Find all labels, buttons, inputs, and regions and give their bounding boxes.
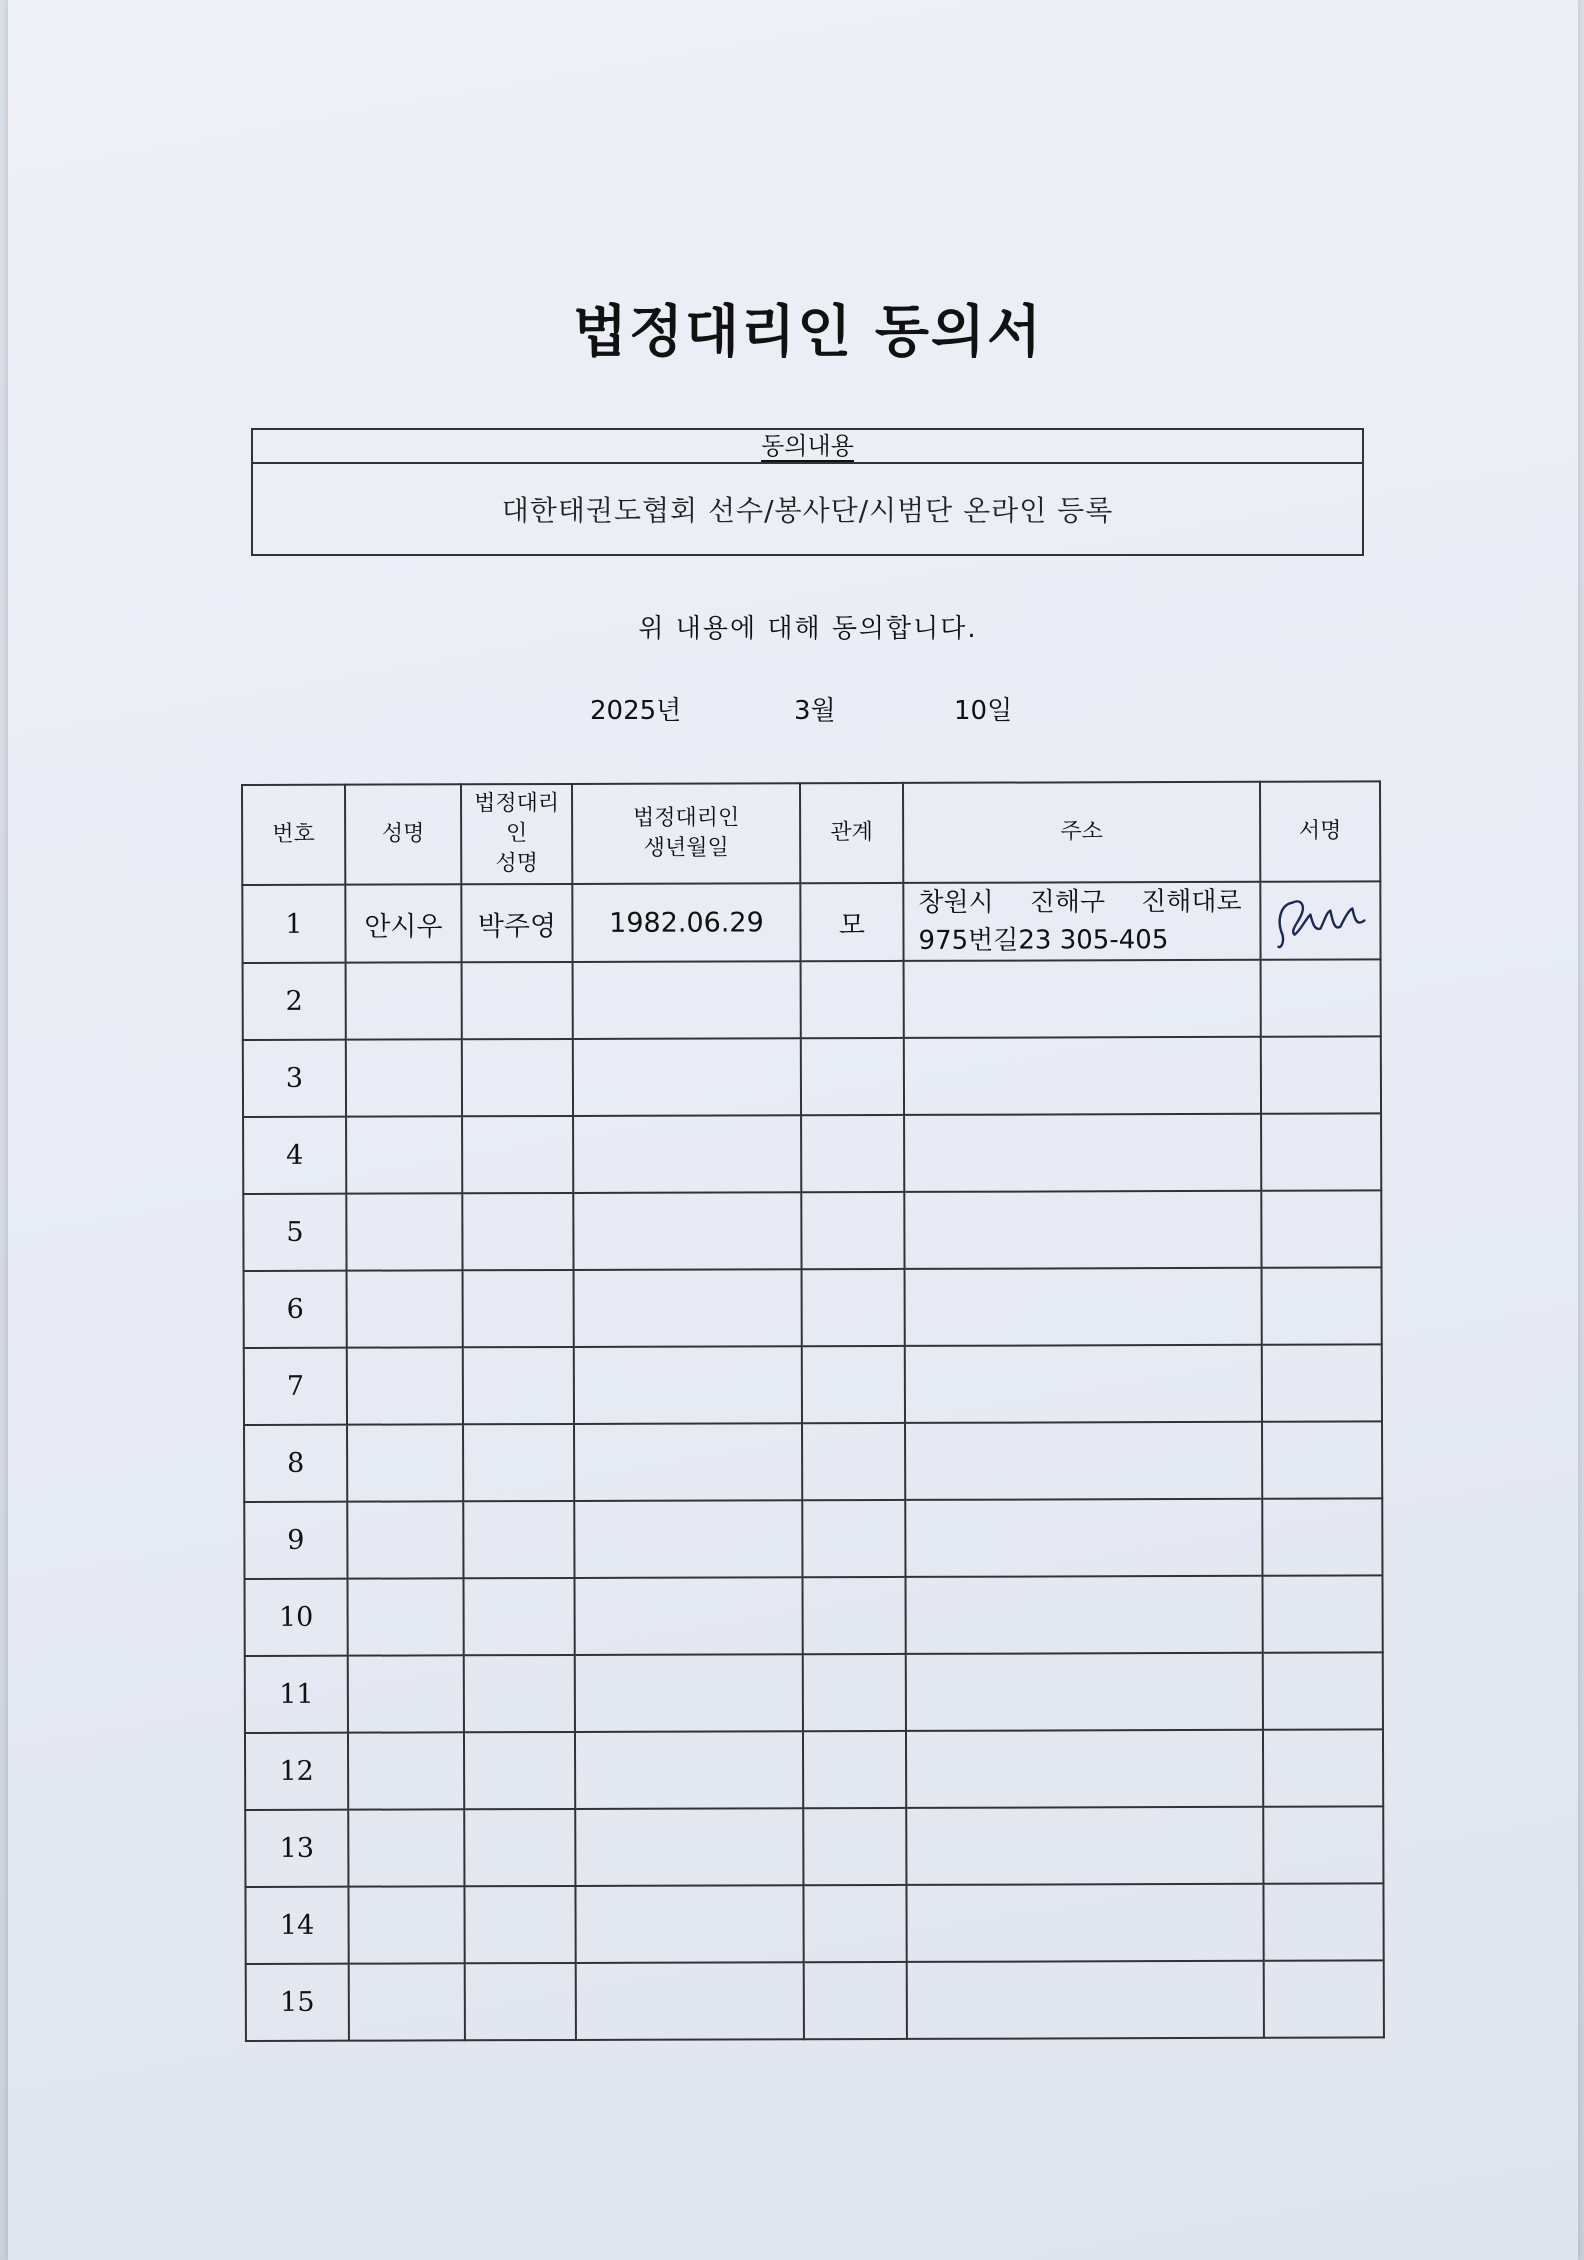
date-month: 3월 <box>794 696 836 726</box>
cell-relation <box>802 1423 905 1500</box>
cell-name <box>347 1347 463 1424</box>
address-road: 진해대로 <box>1141 886 1242 918</box>
cell-guardian-birth <box>574 1346 802 1424</box>
table-row <box>244 1421 1382 1502</box>
cell-address <box>906 1884 1263 1962</box>
cell-number: 8 <box>244 1425 347 1502</box>
cell-address <box>906 1730 1263 1808</box>
cell-guardian-name <box>464 1809 575 1886</box>
cell-guardian-name <box>462 1039 573 1116</box>
table-row <box>242 881 1380 963</box>
table-row <box>244 1267 1382 1348</box>
table-row <box>243 1113 1381 1194</box>
cell-guardian-birth <box>573 1115 801 1193</box>
cell-guardian-birth: 1982.06.29 <box>572 883 800 962</box>
cell-address <box>905 1268 1262 1346</box>
cell-name <box>347 1501 463 1578</box>
cell-signature <box>1262 1421 1382 1498</box>
cell-relation <box>801 1115 904 1192</box>
cell-relation <box>803 1654 906 1731</box>
header-guardian-name <box>461 784 572 884</box>
cell-signature <box>1263 1652 1383 1729</box>
table-row <box>245 1729 1383 1810</box>
cell-guardian-name <box>462 1116 573 1193</box>
cell-relation <box>801 1192 904 1269</box>
cell-guardian-name <box>463 1270 574 1347</box>
cell-name <box>346 962 462 1039</box>
cell-number: 6 <box>244 1271 347 1348</box>
document-paper <box>8 0 1578 2260</box>
cell-number: 12 <box>245 1733 348 1810</box>
header-guardian-name-line1: 법정대리 <box>474 791 560 817</box>
cell-relation <box>803 1731 906 1808</box>
table-row <box>243 1190 1381 1271</box>
cell-signature <box>1261 1036 1381 1113</box>
cell-name <box>347 1270 463 1347</box>
cell-address <box>905 1345 1262 1423</box>
cell-number: 4 <box>243 1117 346 1194</box>
cell-number: 5 <box>243 1194 346 1271</box>
cell-guardian-name <box>464 1886 575 1963</box>
cell-address <box>906 1807 1263 1885</box>
cell-relation <box>802 1500 905 1577</box>
table-row <box>245 1883 1383 1964</box>
cell-guardian-birth <box>573 1192 801 1270</box>
cell-guardian-birth <box>574 1269 802 1347</box>
address-city: 창원시 <box>918 887 994 918</box>
cell-guardian-name <box>463 1347 574 1424</box>
header-name: 성명 <box>345 784 461 884</box>
cell-relation <box>804 1962 907 2039</box>
cell-number: 7 <box>244 1348 347 1425</box>
address-line1 <box>918 883 1259 922</box>
cell-address <box>904 960 1261 1038</box>
cell-relation <box>803 1808 906 1885</box>
cell-guardian-birth <box>575 1654 803 1732</box>
cell-address <box>905 1499 1262 1577</box>
cell-guardian-name <box>462 1193 573 1270</box>
table-row <box>243 1036 1381 1117</box>
cell-number: 13 <box>245 1810 348 1887</box>
cell-signature <box>1263 1806 1383 1883</box>
cell-guardian-birth <box>575 1731 803 1809</box>
cell-signature <box>1262 1267 1382 1344</box>
cell-signature <box>1261 1190 1381 1267</box>
cell-guardian-birth <box>574 1500 802 1578</box>
header-signature: 서명 <box>1260 781 1380 881</box>
cell-name: 안시우 <box>345 884 461 962</box>
header-guardian-birth <box>572 783 800 884</box>
header-guardian-name-line3: 성명 <box>495 851 539 877</box>
consent-table <box>241 780 1385 2042</box>
address-line2: 975번길23 305-405 <box>918 925 1169 956</box>
cell-guardian-birth <box>576 1962 804 2040</box>
header-relation: 관계 <box>800 783 903 883</box>
table-header-row <box>242 781 1380 885</box>
consent-box <box>251 428 1364 556</box>
cell-guardian-name <box>462 962 573 1039</box>
table-row <box>244 1575 1382 1656</box>
cell-number: 9 <box>244 1502 347 1579</box>
cell-signature <box>1262 1575 1382 1652</box>
consent-body: 대한태권도협회 선수/봉사단/시범단 온라인 등록 <box>501 494 1114 527</box>
cell-number: 10 <box>244 1579 347 1656</box>
header-address: 주소 <box>903 782 1260 883</box>
table-row <box>245 1806 1383 1887</box>
cell-signature <box>1262 1498 1382 1575</box>
table-row <box>245 1652 1383 1733</box>
address-district: 진해구 <box>1029 887 1106 918</box>
cell-guardian-name <box>464 1732 575 1809</box>
handwritten-signature <box>1270 890 1370 950</box>
cell-number: 14 <box>245 1887 348 1964</box>
cell-relation <box>802 1269 905 1346</box>
cell-name <box>347 1578 463 1655</box>
consent-table-wrap <box>241 780 1383 2042</box>
cell-address <box>905 1422 1262 1500</box>
header-guardian-birth-line1: 법정대리인 <box>632 805 740 831</box>
cell-signature <box>1264 1960 1384 2037</box>
consent-header-label: 동의내용 <box>761 432 854 460</box>
cell-address <box>907 1961 1264 2039</box>
cell-signature <box>1261 1113 1381 1190</box>
cell-name <box>348 1886 464 1963</box>
cell-guardian-name <box>464 1655 575 1732</box>
cell-signature <box>1263 1883 1383 1960</box>
table-row <box>244 1344 1382 1425</box>
cell-name <box>346 1039 462 1116</box>
cell-guardian-birth <box>574 1577 802 1655</box>
cell-relation <box>802 1346 905 1423</box>
cell-signature <box>1263 1729 1383 1806</box>
header-guardian-birth-line2: 생년월일 <box>643 835 729 861</box>
date-year: 2025년 <box>590 696 682 726</box>
cell-guardian-name <box>463 1501 574 1578</box>
header-number: 번호 <box>242 785 345 885</box>
document-title: 법정대리인 동의서 <box>572 300 1044 365</box>
cell-signature <box>1262 1344 1382 1421</box>
cell-relation <box>801 1038 904 1115</box>
agree-statement: 위 내용에 대해 동의합니다. <box>638 614 978 644</box>
header-guardian-name-line2: 인 <box>505 821 528 847</box>
cell-guardian-name <box>465 1963 576 2040</box>
cell-relation <box>802 1577 905 1654</box>
cell-name <box>349 1963 465 2040</box>
cell-name <box>348 1809 464 1886</box>
cell-guardian-name <box>463 1578 574 1655</box>
cell-name <box>346 1193 462 1270</box>
cell-signature <box>1260 881 1380 959</box>
cell-address <box>904 1191 1261 1269</box>
consent-header <box>253 430 1362 464</box>
cell-guardian-birth <box>573 961 801 1039</box>
cell-relation <box>801 961 904 1038</box>
cell-name <box>347 1424 463 1501</box>
cell-guardian-name <box>463 1424 574 1501</box>
cell-guardian-birth <box>575 1808 803 1886</box>
date-day: 10일 <box>954 696 1013 726</box>
cell-address <box>905 1576 1262 1654</box>
cell-address <box>903 882 1260 961</box>
cell-guardian-birth <box>574 1423 802 1501</box>
cell-name <box>346 1116 462 1193</box>
cell-address <box>904 1037 1261 1115</box>
cell-number: 2 <box>243 963 346 1040</box>
cell-guardian-name: 박주영 <box>461 884 572 962</box>
cell-number: 1 <box>242 885 345 963</box>
cell-relation <box>803 1885 906 1962</box>
cell-signature <box>1261 959 1381 1036</box>
table-row <box>243 959 1381 1040</box>
cell-number: 11 <box>245 1656 348 1733</box>
cell-guardian-birth <box>575 1885 803 1963</box>
cell-number: 3 <box>243 1040 346 1117</box>
cell-address <box>904 1114 1261 1192</box>
cell-number: 15 <box>246 1964 349 2041</box>
cell-name <box>348 1655 464 1732</box>
cell-guardian-birth <box>573 1038 801 1116</box>
cell-name <box>348 1732 464 1809</box>
cell-relation: 모 <box>800 883 903 961</box>
cell-address <box>906 1653 1263 1731</box>
table-row <box>246 1960 1384 2041</box>
table-row <box>244 1498 1382 1579</box>
